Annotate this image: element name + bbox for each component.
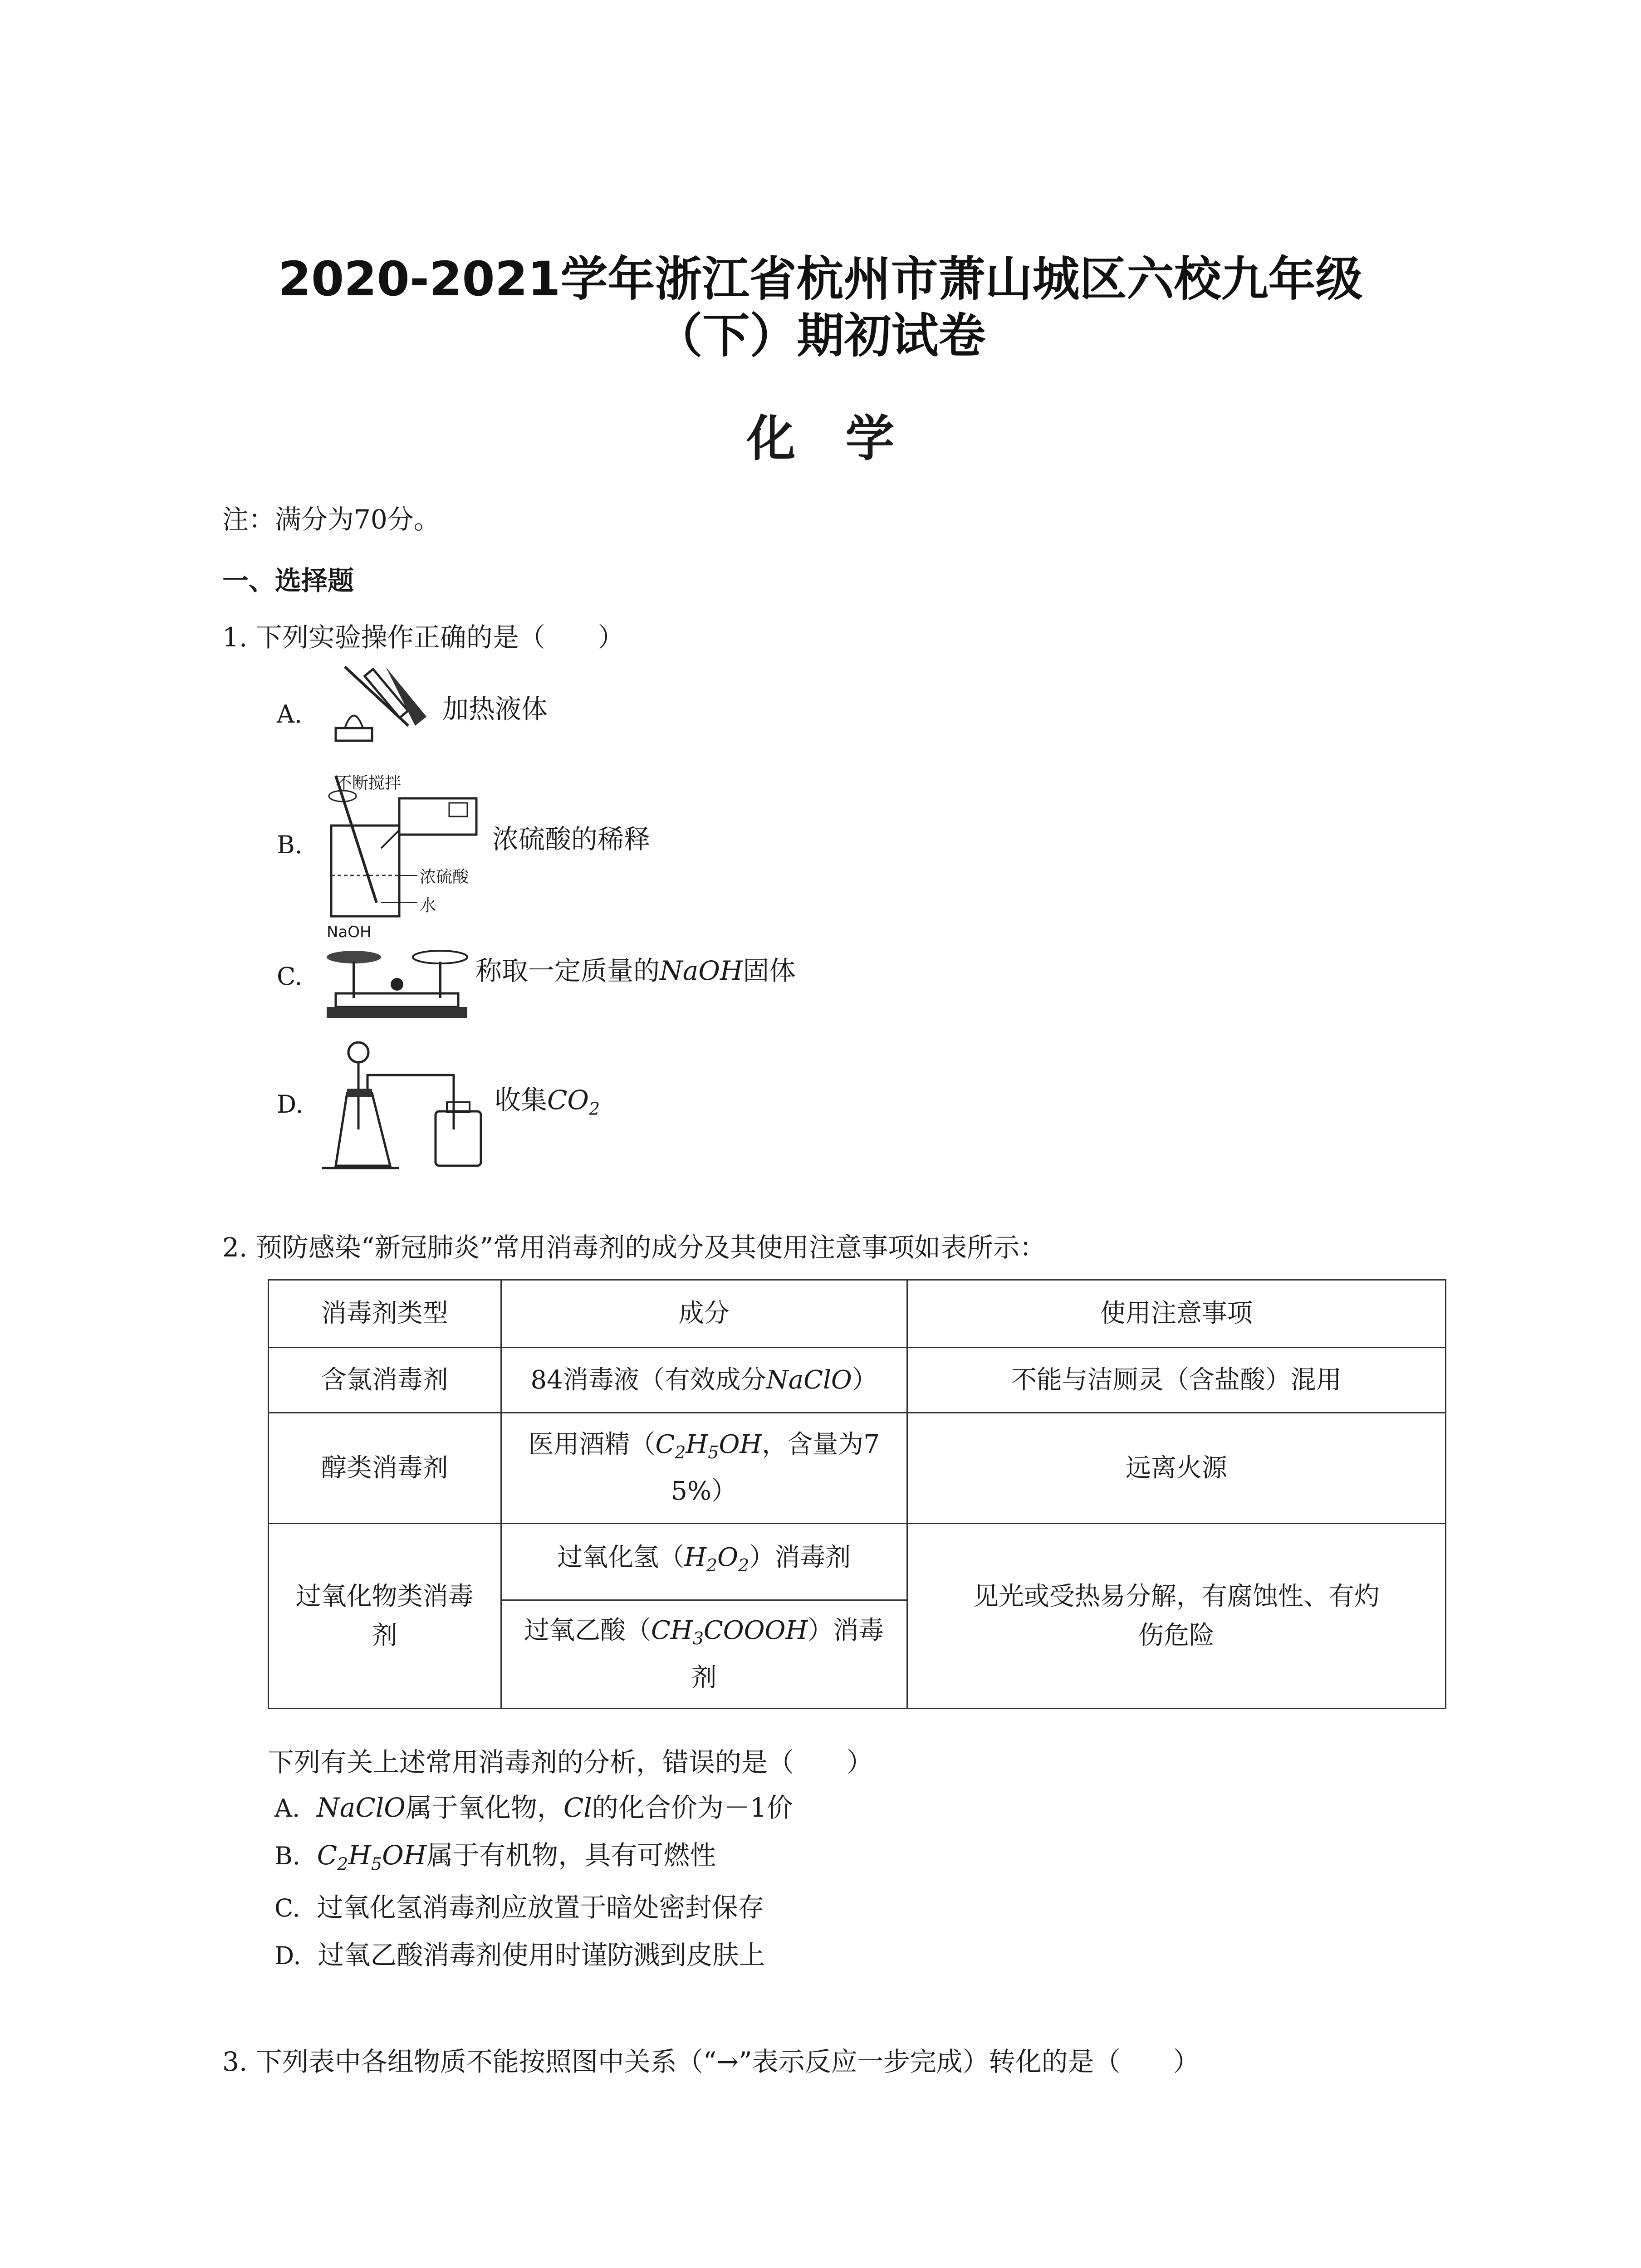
q2-option-b: B. $C_2H_5OH$属于有机物，具有可燃性 — [274, 1840, 716, 1874]
q2-option-a: A. NaClO属于氧化物，Cl的化合价为－1价 — [274, 1792, 793, 1823]
q2-option-d: D. 过氧乙酸消毒剂使用时谨防溅到皮肤上 — [274, 1940, 765, 1970]
stir-label: 不断搅拌 — [336, 774, 402, 792]
acid-dilution-icon — [313, 771, 495, 921]
q1-option-c-text: 称取一定质量的NaOH固体 — [475, 955, 796, 986]
naoh-label: NaOH — [327, 923, 372, 941]
table-cell: 远离火源 — [907, 1413, 1445, 1524]
q1-option-d-text: 收集$CO_2$ — [495, 1085, 600, 1119]
co2-collection-icon — [322, 1039, 495, 1175]
table-header-cell: 成分 — [501, 1280, 907, 1348]
subject-heading: 化学 — [746, 411, 945, 467]
table-header-row — [269, 1280, 1446, 1348]
table-cell: 医用酒精（$C_2H_5OH$，含量为7 5%） — [501, 1413, 907, 1524]
table-cell: 不能与洁厕灵（含盐酸）混用 — [907, 1348, 1445, 1413]
q3-stem: 3. 下列表中各组物质不能按照图中关系（“→”表示反应一步完成）转化的是（ ） — [222, 2046, 1200, 2077]
q1-option-b-text: 浓硫酸的稀释 — [492, 824, 651, 855]
score-note: 注：满分为70分。 — [222, 504, 440, 535]
table-cell: 见光或受热易分解，有腐蚀性、有灼 伤危险 — [907, 1524, 1445, 1709]
q1-option-b-letter: B. — [277, 831, 303, 859]
acid-label: 浓硫酸 — [420, 868, 469, 886]
table-cell: 醇类消毒剂 — [269, 1413, 501, 1524]
section-heading: 一、选择题 — [222, 565, 354, 596]
q2-sub-stem: 下列有关上述常用消毒剂的分析，错误的是（ ） — [268, 1747, 873, 1778]
disinfectant-table — [268, 1279, 1446, 1709]
water-label: 水 — [420, 896, 436, 915]
table-cell: 过氧化物类消毒 剂 — [269, 1524, 501, 1709]
table-header-cell: 消毒剂类型 — [269, 1280, 501, 1348]
heating-liquid-icon — [318, 658, 454, 748]
q1-option-c-letter: C. — [277, 962, 303, 991]
q1-option-a-letter: A. — [277, 700, 303, 728]
q1-option-d-letter: D. — [277, 1090, 304, 1119]
page-title-line2: （下）期初试卷 — [655, 308, 986, 363]
table-row — [269, 1348, 1446, 1413]
q1-stem: 1. 下列实验操作正确的是（ ） — [222, 622, 624, 653]
q1-option-a-text: 加热液体 — [442, 694, 548, 724]
q2-option-c: C. 过氧化氢消毒剂应放置于暗处密封保存 — [274, 1892, 764, 1923]
table-header-cell: 使用注意事项 — [907, 1280, 1445, 1348]
table-cell: 过氧乙酸$(CH_3COOOH)$消毒 剂 — [501, 1600, 907, 1709]
page-title: 2020-2021学年浙江省杭州市萧山城区六校九年级 — [278, 251, 1363, 307]
table-cell: 84消毒液（有效成分NaClO） — [501, 1348, 907, 1413]
q2-stem: 2. 预防感染“新冠肺炎”常用消毒剂的成分及其使用注意事项如表所示： — [222, 1232, 1046, 1263]
table-row — [269, 1413, 1446, 1524]
table-cell: 含氯消毒剂 — [269, 1348, 501, 1413]
table-row — [269, 1524, 1446, 1600]
table-cell: 过氧化氢$(H_2O_2)$消毒剂 — [501, 1524, 907, 1600]
balance-scale-icon — [322, 943, 472, 1025]
